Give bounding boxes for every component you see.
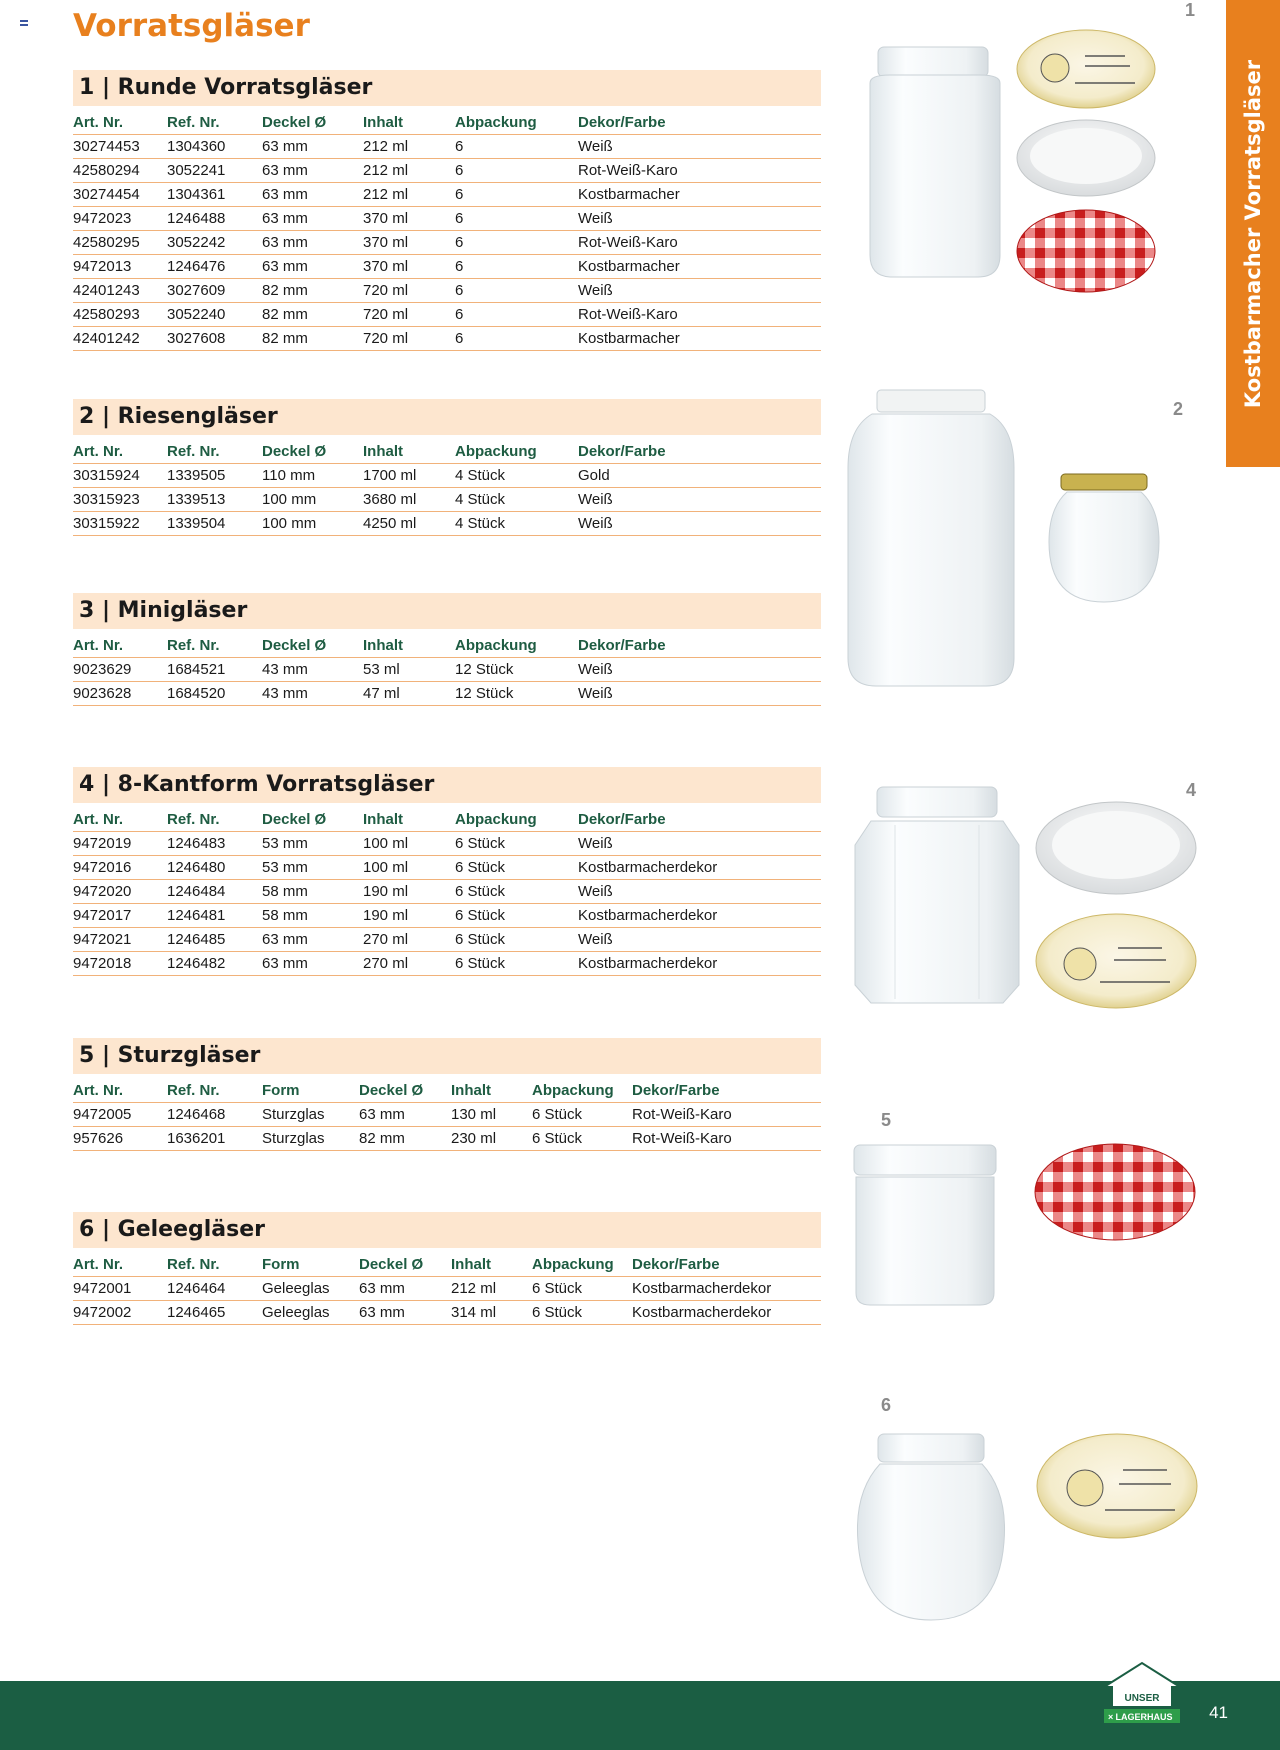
table-cell: 43 mm: [262, 658, 363, 682]
table-cell: 53 mm: [262, 832, 363, 856]
table-cell: 9472023: [73, 207, 167, 231]
table-cell: 4 Stück: [455, 464, 578, 488]
image-number: 6: [881, 1395, 892, 1415]
table-cell: 63 mm: [262, 135, 363, 159]
column-header: Deckel Ø: [359, 1252, 451, 1277]
table-cell: 30315922: [73, 512, 167, 536]
table-cell: 30315924: [73, 464, 167, 488]
decor-lid-image: [1034, 912, 1198, 1010]
table-cell: 9472016: [73, 856, 167, 880]
table-cell: 6: [455, 231, 578, 255]
table-cell: 3052240: [167, 303, 262, 327]
table-header-row: [73, 439, 821, 464]
table-cell: 42580294: [73, 159, 167, 183]
column-header: Inhalt: [363, 439, 455, 464]
table-cell: 1246480: [167, 856, 262, 880]
column-header: Inhalt: [451, 1078, 532, 1103]
decor-lid-image: [1035, 1432, 1199, 1540]
column-header: Ref. Nr.: [167, 1252, 262, 1277]
column-header: Form: [262, 1078, 359, 1103]
table-cell: Weiß: [578, 832, 821, 856]
table-cell: 30274453: [73, 135, 167, 159]
table-cell: Weiß: [578, 488, 821, 512]
table-row: [73, 832, 821, 856]
table-cell: 1684520: [167, 682, 262, 706]
column-header: Ref. Nr.: [167, 633, 262, 658]
table-cell: 12 Stück: [455, 658, 578, 682]
table-cell: 6 Stück: [532, 1103, 632, 1127]
image-number: 1: [1185, 0, 1196, 20]
image-number: 4: [1186, 780, 1197, 800]
table-cell: Rot-Weiß-Karo: [578, 303, 821, 327]
table-cell: Geleeglas: [262, 1277, 359, 1301]
table-cell: 47 ml: [363, 682, 455, 706]
column-header: Art. Nr.: [73, 807, 167, 832]
table-row: [73, 207, 821, 231]
table-cell: 9023628: [73, 682, 167, 706]
table-cell: 1246468: [167, 1103, 262, 1127]
column-header: Dekor/Farbe: [632, 1078, 821, 1103]
svg-text:×: ×: [1108, 1712, 1114, 1722]
table-cell: 58 mm: [262, 880, 363, 904]
column-header: Abpackung: [455, 439, 578, 464]
table-cell: 1339513: [167, 488, 262, 512]
table-cell: 63 mm: [359, 1277, 451, 1301]
table-cell: 100 mm: [262, 488, 363, 512]
table-cell: 3027609: [167, 279, 262, 303]
section-sturzglaeser: [73, 1038, 821, 1151]
table-cell: 6 Stück: [455, 904, 578, 928]
table-cell: 9472005: [73, 1103, 167, 1127]
table-cell: 1246476: [167, 255, 262, 279]
table-cell: 1636201: [167, 1127, 262, 1151]
image-number: 2: [1173, 399, 1184, 419]
table-cell: Rot-Weiß-Karo: [632, 1103, 821, 1127]
table-cell: 720 ml: [363, 279, 455, 303]
table-cell: 1304361: [167, 183, 262, 207]
round-jar-image: [860, 45, 1010, 281]
table-cell: 42401243: [73, 279, 167, 303]
table-cell: 53 mm: [262, 856, 363, 880]
page-title: Vorratsgläser: [73, 8, 310, 44]
page-number: 41: [1209, 1703, 1228, 1722]
table-cell: 9472013: [73, 255, 167, 279]
column-header: Dekor/Farbe: [578, 439, 821, 464]
table-row: [73, 928, 821, 952]
table-cell: 1246488: [167, 207, 262, 231]
table-cell: 9472017: [73, 904, 167, 928]
table-cell: 212 ml: [363, 159, 455, 183]
table-cell: 3027608: [167, 327, 262, 351]
table-cell: Weiß: [578, 512, 821, 536]
table-cell: Weiß: [578, 928, 821, 952]
table-cell: 63 mm: [359, 1301, 451, 1325]
table-cell: Rot-Weiß-Karo: [578, 231, 821, 255]
side-tab: [1226, 0, 1280, 467]
table-cell: Gold: [578, 464, 821, 488]
section-heading: 6 | Geleegläser: [73, 1212, 821, 1248]
table-cell: 6: [455, 183, 578, 207]
table-cell: 3680 ml: [363, 488, 455, 512]
table-cell: Kostbarmacherdekor: [632, 1277, 821, 1301]
table-cell: 6 Stück: [532, 1301, 632, 1325]
column-header: Dekor/Farbe: [578, 807, 821, 832]
column-header: Art. Nr.: [73, 1252, 167, 1277]
column-header: Dekor/Farbe: [578, 633, 821, 658]
table-row: [73, 1127, 821, 1151]
lagerhaus-logo: [1098, 1659, 1186, 1727]
table-cell: Kostbarmacher: [578, 183, 821, 207]
table-cell: 6: [455, 255, 578, 279]
table-cell: 63 mm: [262, 952, 363, 976]
column-header: Deckel Ø: [359, 1078, 451, 1103]
table-cell: 9472002: [73, 1301, 167, 1325]
table-cell: 6 Stück: [455, 952, 578, 976]
table-cell: 1246485: [167, 928, 262, 952]
product-table: [73, 807, 821, 976]
table-row: [73, 1301, 821, 1325]
table-cell: 6: [455, 327, 578, 351]
table-cell: 1700 ml: [363, 464, 455, 488]
table-cell: 9023629: [73, 658, 167, 682]
table-cell: 957626: [73, 1127, 167, 1151]
product-table: [73, 1252, 821, 1325]
logo-line-2: LAGERHAUS: [1115, 1712, 1173, 1722]
table-cell: Kostbarmacherdekor: [578, 904, 821, 928]
table-cell: 58 mm: [262, 904, 363, 928]
image-number: 5: [881, 1110, 892, 1130]
table-row: [73, 464, 821, 488]
table-cell: 4 Stück: [455, 488, 578, 512]
table-header-row: [73, 807, 821, 832]
table-cell: 4 Stück: [455, 512, 578, 536]
column-header: Ref. Nr.: [167, 807, 262, 832]
table-row: [73, 488, 821, 512]
gingham-lid-image: [1033, 1142, 1197, 1242]
table-row: [73, 904, 821, 928]
table-cell: 212 ml: [363, 135, 455, 159]
table-header-row: [73, 633, 821, 658]
small-jar-image: [1045, 472, 1163, 606]
table-cell: 720 ml: [363, 303, 455, 327]
table-cell: 63 mm: [262, 159, 363, 183]
table-row: [73, 327, 821, 351]
column-header: Ref. Nr.: [167, 110, 262, 135]
table-row: [73, 255, 821, 279]
product-table: [73, 633, 821, 706]
table-cell: 82 mm: [262, 327, 363, 351]
table-row: [73, 231, 821, 255]
column-header: Art. Nr.: [73, 633, 167, 658]
column-header: Deckel Ø: [262, 110, 363, 135]
table-cell: 6 Stück: [532, 1277, 632, 1301]
column-header: Art. Nr.: [73, 110, 167, 135]
table-cell: 270 ml: [363, 928, 455, 952]
section-8-kantform: [73, 767, 821, 976]
column-header: Art. Nr.: [73, 1078, 167, 1103]
table-cell: 63 mm: [262, 928, 363, 952]
table-cell: Weiß: [578, 658, 821, 682]
table-cell: 9472021: [73, 928, 167, 952]
table-cell: 6 Stück: [532, 1127, 632, 1151]
table-row: [73, 183, 821, 207]
table-cell: 6: [455, 303, 578, 327]
table-cell: 42401242: [73, 327, 167, 351]
section-geleeglaeser: [73, 1212, 821, 1325]
table-cell: 1246465: [167, 1301, 262, 1325]
product-table: [73, 110, 821, 351]
table-cell: Kostbarmacherdekor: [632, 1301, 821, 1325]
table-cell: 100 ml: [363, 832, 455, 856]
column-header: Abpackung: [532, 1252, 632, 1277]
table-cell: 130 ml: [451, 1103, 532, 1127]
table-cell: 9472019: [73, 832, 167, 856]
section-heading: 1 | Runde Vorratsgläser: [73, 70, 821, 106]
column-header: Inhalt: [363, 110, 455, 135]
table-cell: Geleeglas: [262, 1301, 359, 1325]
table-cell: 1246483: [167, 832, 262, 856]
table-cell: 4250 ml: [363, 512, 455, 536]
table-cell: Sturzglas: [262, 1127, 359, 1151]
table-row: [73, 952, 821, 976]
table-header-row: [73, 110, 821, 135]
column-header: Deckel Ø: [262, 633, 363, 658]
table-cell: 6 Stück: [455, 832, 578, 856]
column-header: Deckel Ø: [262, 439, 363, 464]
table-cell: 230 ml: [451, 1127, 532, 1151]
product-table: [73, 439, 821, 536]
section-heading: 2 | Riesengläser: [73, 399, 821, 435]
table-cell: 63 mm: [359, 1103, 451, 1127]
table-cell: 1339504: [167, 512, 262, 536]
table-cell: 270 ml: [363, 952, 455, 976]
table-row: [73, 135, 821, 159]
table-row: [73, 682, 821, 706]
table-cell: 1246482: [167, 952, 262, 976]
table-cell: Weiß: [578, 682, 821, 706]
table-cell: 1339505: [167, 464, 262, 488]
table-cell: 6: [455, 279, 578, 303]
table-cell: 720 ml: [363, 327, 455, 351]
table-cell: 110 mm: [262, 464, 363, 488]
table-cell: 6: [455, 135, 578, 159]
product-table: [73, 1078, 821, 1151]
column-header: Ref. Nr.: [167, 1078, 262, 1103]
section-heading: 5 | Sturzgläser: [73, 1038, 821, 1074]
table-cell: 314 ml: [451, 1301, 532, 1325]
table-cell: 9472001: [73, 1277, 167, 1301]
table-cell: 82 mm: [262, 279, 363, 303]
table-cell: 82 mm: [262, 303, 363, 327]
table-cell: 3052242: [167, 231, 262, 255]
table-row: [73, 159, 821, 183]
table-cell: 9472018: [73, 952, 167, 976]
section-riesenglaeser: [73, 399, 821, 536]
section-runde-vorratsglaeser: [73, 70, 821, 351]
table-cell: 100 mm: [262, 512, 363, 536]
table-cell: 82 mm: [359, 1127, 451, 1151]
table-cell: 1246481: [167, 904, 262, 928]
table-cell: 30274454: [73, 183, 167, 207]
column-header: Abpackung: [532, 1078, 632, 1103]
table-cell: 3052241: [167, 159, 262, 183]
table-cell: 42580293: [73, 303, 167, 327]
column-header: Inhalt: [451, 1252, 532, 1277]
table-cell: 12 Stück: [455, 682, 578, 706]
geleeglas-jar-image: [850, 1432, 1012, 1624]
section-heading: 4 | 8-Kantform Vorratsgläser: [73, 767, 821, 803]
table-cell: 370 ml: [363, 231, 455, 255]
column-header: Ref. Nr.: [167, 439, 262, 464]
table-cell: 6 Stück: [455, 928, 578, 952]
table-cell: 370 ml: [363, 207, 455, 231]
table-cell: 212 ml: [363, 183, 455, 207]
table-cell: 63 mm: [262, 255, 363, 279]
menu-icon: [20, 20, 28, 28]
table-cell: 1304360: [167, 135, 262, 159]
column-header: Dekor/Farbe: [632, 1252, 821, 1277]
octagon-jar-image: [851, 785, 1023, 1005]
decor-lid-image: [1015, 28, 1157, 110]
column-header: Form: [262, 1252, 359, 1277]
column-header: Abpackung: [455, 110, 578, 135]
table-header-row: [73, 1252, 821, 1277]
table-cell: Rot-Weiß-Karo: [632, 1127, 821, 1151]
table-cell: 370 ml: [363, 255, 455, 279]
table-cell: 43 mm: [262, 682, 363, 706]
table-cell: Weiß: [578, 135, 821, 159]
side-tab-label: Kostbarmacher Vorratsgläser: [1241, 59, 1265, 408]
column-header: Deckel Ø: [262, 807, 363, 832]
table-row: [73, 1277, 821, 1301]
sturzglas-jar-image: [840, 1143, 1010, 1307]
table-cell: Sturzglas: [262, 1103, 359, 1127]
column-header: Abpackung: [455, 807, 578, 832]
table-cell: Weiß: [578, 880, 821, 904]
table-cell: 190 ml: [363, 880, 455, 904]
logo-line-1: UNSER: [1124, 1693, 1160, 1704]
table-cell: 63 mm: [262, 183, 363, 207]
section-heading: 3 | Minigläser: [73, 593, 821, 629]
table-row: [73, 303, 821, 327]
table-row: [73, 1103, 821, 1127]
table-cell: 100 ml: [363, 856, 455, 880]
table-cell: 53 ml: [363, 658, 455, 682]
column-header: Abpackung: [455, 633, 578, 658]
table-cell: 190 ml: [363, 904, 455, 928]
table-cell: Weiß: [578, 279, 821, 303]
table-row: [73, 512, 821, 536]
table-cell: Kostbarmacherdekor: [578, 952, 821, 976]
table-cell: 6 Stück: [455, 856, 578, 880]
table-cell: 6: [455, 159, 578, 183]
table-cell: 63 mm: [262, 207, 363, 231]
column-header: Dekor/Farbe: [578, 110, 821, 135]
table-cell: 1246484: [167, 880, 262, 904]
table-header-row: [73, 1078, 821, 1103]
table-cell: 212 ml: [451, 1277, 532, 1301]
table-cell: 6: [455, 207, 578, 231]
table-cell: Rot-Weiß-Karo: [578, 159, 821, 183]
table-row: [73, 279, 821, 303]
table-cell: Weiß: [578, 207, 821, 231]
table-cell: 6 Stück: [455, 880, 578, 904]
footer-bar: [0, 1681, 1280, 1750]
gingham-lid-image: [1015, 208, 1157, 294]
table-cell: 1684521: [167, 658, 262, 682]
giant-jar-image: [842, 388, 1020, 690]
white-lid-image: [1034, 800, 1198, 896]
white-lid-image: [1015, 118, 1157, 198]
table-cell: 9472020: [73, 880, 167, 904]
table-cell: 42580295: [73, 231, 167, 255]
column-header: Art. Nr.: [73, 439, 167, 464]
column-header: Inhalt: [363, 633, 455, 658]
table-row: [73, 880, 821, 904]
table-row: [73, 658, 821, 682]
section-minigläser: [73, 593, 821, 706]
table-cell: 1246464: [167, 1277, 262, 1301]
column-header: Inhalt: [363, 807, 455, 832]
table-row: [73, 856, 821, 880]
table-cell: Kostbarmacher: [578, 327, 821, 351]
table-cell: Kostbarmacher: [578, 255, 821, 279]
table-cell: Kostbarmacherdekor: [578, 856, 821, 880]
table-cell: 63 mm: [262, 231, 363, 255]
table-cell: 30315923: [73, 488, 167, 512]
